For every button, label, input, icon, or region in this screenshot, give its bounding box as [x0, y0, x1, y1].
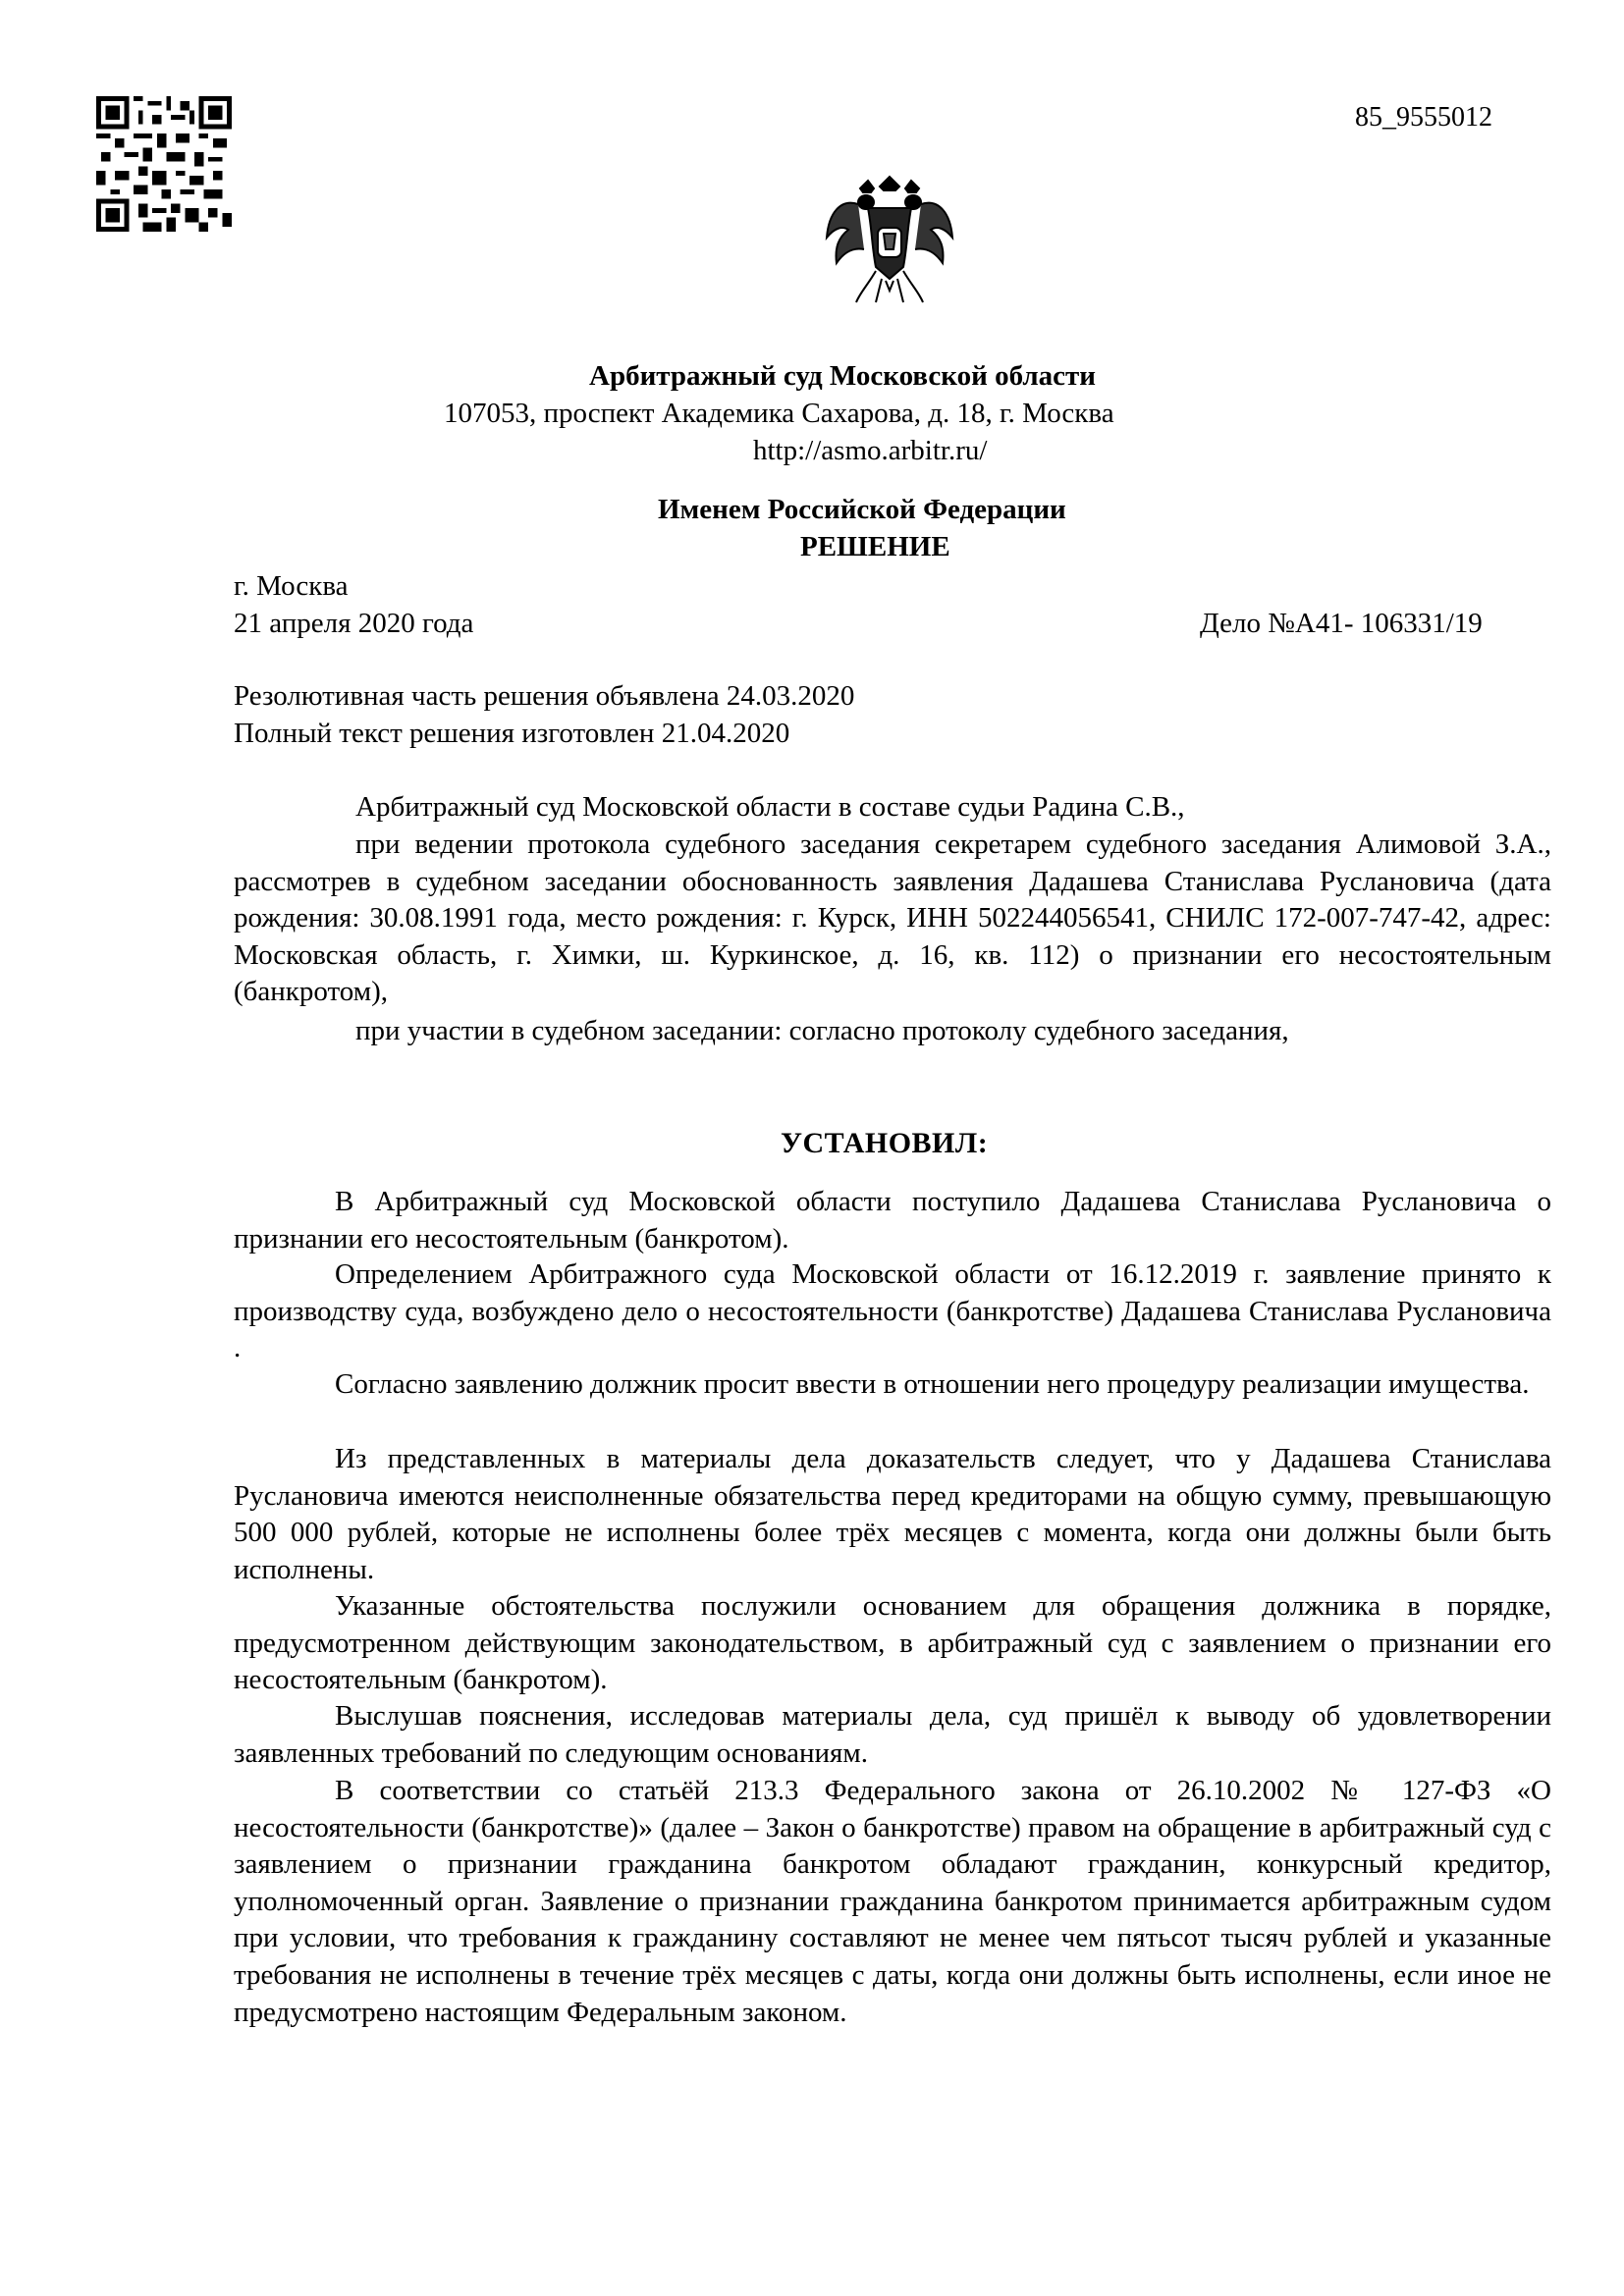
court-address: 107053, проспект Академика Сахарова, д. 18, г. Москва [444, 398, 1114, 429]
resolution-part-date: Резолютивная часть решения объявлена 24.03.2020 [234, 680, 855, 712]
paragraph-2: Определением Арбитражного суда Московской области от 16.12.2019 г. заявление принято к производству суда, возбуждено дело о несостоятельности (банкротстве) Дадашева Станислава Руслановича . [234, 1258, 1551, 1364]
court-name: Арбитражный суд Московской области [589, 360, 1096, 392]
protocol-paragraph: при ведении протокола судебного заседания секретарем судебного заседания Алимовой З.А., рассмотрев в судебном заседании обоснованность заявления Дадашева Станислава Руслановича (дата рождения: 30.08.1991 года, место рождения: г. Курск, ИНН 502244056541, СНИЛС 172-007-747-42, адрес: Московская область, г. Химки, ш. Куркинское, д. 16, кв. 112) о признании его несостоятельным (банкротом), [234, 828, 1551, 1008]
case-number: Дело №А41- 106331/19 [1200, 608, 1483, 639]
paragraph-5: Указанные обстоятельства послужили основанием для обращения должника в порядке, предусмотренном действующим законодательством, в арбитражный суд с заявлением о признании его несостоятельным (банкротом). [234, 1590, 1551, 1696]
paragraph-7: В соответствии со статьёй 213.3 Федерального закона от 26.10.2002 № 127-ФЗ «О несостоятельности (банкротстве)» (далее – Закон о банкротстве) правом на обращение в арбитражный суд с заявлением о признании гражданина банкротом обладают гражданин, конкурсный кредитор, уполномоченный орган. Заявление о признании гражданина банкротом принимается арбитражным судом при условии, что требования к гражданину составляют не менее чем пятьсот тысяч рублей и указанные требования не исполнены в течение трёх месяцев с даты, когда они должны быть исполнены, если иное не предусмотрено настоящим Федеральным законом. [234, 1775, 1551, 2028]
established-heading: УСТАНОВИЛ: [781, 1127, 989, 1159]
court-url: http://asmo.arbitr.ru/ [753, 435, 988, 466]
decision-title: РЕШЕНИЕ [800, 531, 950, 562]
in-the-name-heading: Именем Российской Федерации [658, 494, 1066, 525]
paragraph-4: Из представленных в материалы дела доказательств следует, что у Дадашева Станислава Руслановича имеются неисполненные обязательства перед кредиторами на общую сумму, превышающую 500 000 рублей, которые не исполнены более трёх месяцев с момента, когда они должны были быть исполнены. [234, 1443, 1551, 1585]
city: г. Москва [234, 570, 349, 602]
paragraph-6: Выслушав пояснения, исследовав материалы дела, суд пришёл к выводу об удовлетворении заявленных требований по следующим основаниям. [234, 1700, 1551, 1769]
document-id: 85_9555012 [1355, 102, 1492, 133]
paragraph-1: В Арбитражный суд Московской области поступило Дадашева Станислава Руслановича о признании его несостоятельным (банкротом). [234, 1186, 1551, 1255]
coat-of-arms-icon [821, 169, 958, 316]
full-text-date: Полный текст решения изготовлен 21.04.2020 [234, 718, 790, 749]
court-composition: Арбитражный суд Московской области в составе судьи Радина С.В., [355, 791, 1185, 823]
decision-date: 21 апреля 2020 года [234, 608, 474, 639]
participation-paragraph: при участии в судебном заседании: согласно протоколу судебного заседания, [355, 1015, 1289, 1046]
paragraph-3: Согласно заявлению должник просит ввести в отношении него процедуру реализации имущества. [335, 1368, 1530, 1400]
qr-code-icon [96, 96, 232, 232]
